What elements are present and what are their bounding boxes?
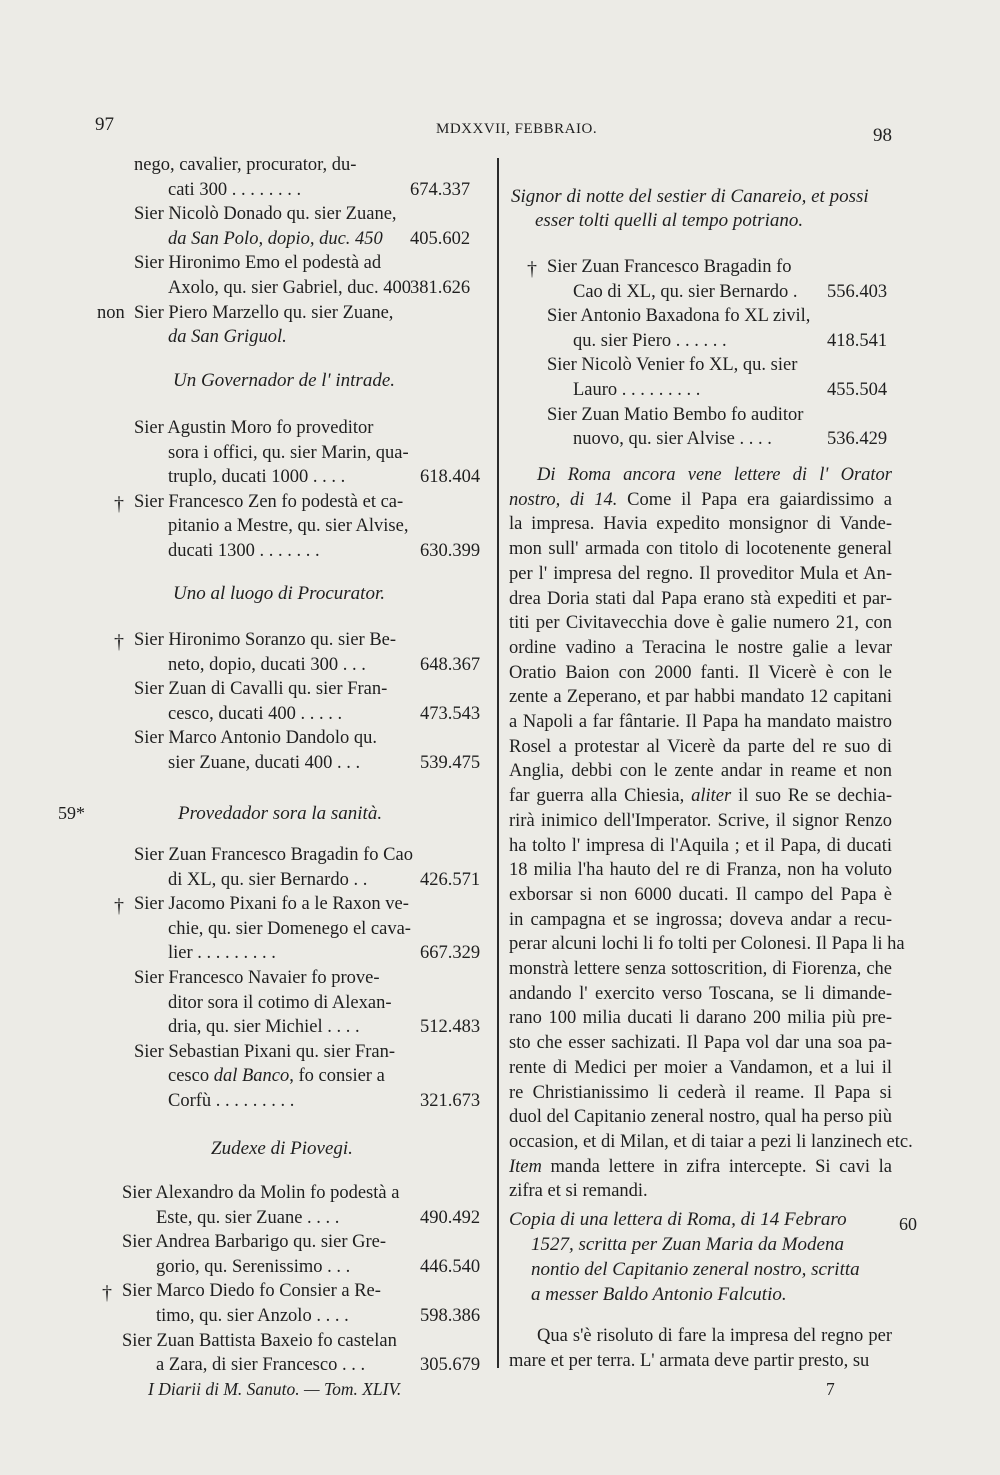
paragraph-line: ordine vadino a Teracina le nostre galie a levar <box>509 637 892 658</box>
right-page-number: 98 <box>873 125 892 146</box>
entry-value: 426.571 <box>420 869 481 890</box>
cross-mark: † <box>114 492 124 515</box>
entry-line: Este, qu. sier Zuane . . . . <box>156 1207 340 1228</box>
entry-line: sora i offici, qu. sier Marin, qua- <box>168 442 409 463</box>
cross-mark: † <box>114 895 124 918</box>
entry-line: Sier Jacomo Pixani fo a le Raxon ve- <box>134 894 409 915</box>
entry-line: Cao di XL, qu. sier Bernardo . <box>573 281 798 302</box>
entry-line: Sier Zuan Matio Bembo fo auditor <box>547 404 804 425</box>
entry-line: Corfù . . . . . . . . . <box>168 1090 295 1111</box>
paragraph-line: ha tolto l' impresa di l'Aquila ; et il Papa, di ducati <box>509 835 892 856</box>
entry-value: 473.543 <box>420 703 481 724</box>
paragraph-line: rano 100 milia ducati li darano 200 milia più pre- <box>509 1008 892 1029</box>
entry-value: 556.403 <box>827 281 888 302</box>
entry-line: pitanio a Mestre, qu. sier Alvise, <box>168 516 409 537</box>
list-entry <box>114 628 481 677</box>
entry-line: cesco, ducati 400 . . . . . <box>168 703 343 724</box>
list-entry <box>134 251 471 300</box>
entry-line: da San Polo, dopio, duc. 450 <box>168 228 383 249</box>
paragraph-line: sto che esser sachizati. Il Papa vol dar una soa pa- <box>509 1033 892 1054</box>
entry-line: Sier Zuan Battista Baxeio fo castelan <box>122 1330 397 1351</box>
paragraph-line: mon sull' armada con titolo di locotenente general <box>509 539 892 560</box>
list-entry <box>122 1230 481 1279</box>
paragraph-line: mare et per terra. L' armata deve partir presto, su <box>509 1350 870 1371</box>
entry-line: di XL, qu. sier Bernardo . . <box>168 869 368 890</box>
list-entry <box>114 490 481 564</box>
footer-imprint: I Diarii di M. Sanuto. — Tom. XLIV. <box>148 1379 402 1399</box>
paragraph-line: zente a Zeperano, et par habbi mandato 12 capitani <box>509 687 892 708</box>
entry-line: da San Griguol. <box>168 327 287 348</box>
entry-line: Sier Zuan di Cavalli qu. sier Fran- <box>134 679 388 700</box>
entry-line: Sier Marco Diedo fo Consier a Re- <box>122 1281 381 1302</box>
entry-line: Sier Zuan Francesco Bragadin fo Cao <box>134 845 413 865</box>
section-heading: Un Governador de l' intrade. <box>173 370 396 391</box>
paragraph-line: andando l' exercito verso Toscana, se li dimande- <box>509 983 892 1004</box>
entry-line: dria, qu. sier Michiel . . . . <box>168 1017 360 1038</box>
entry-line: Sier Agustin Moro fo proveditor <box>134 418 374 438</box>
cross-mark: † <box>102 1282 112 1305</box>
paragraph-line: monstrà lettere senza sottoscrition, di Fiorenza, che <box>509 959 892 980</box>
list-entry <box>547 403 888 452</box>
entry-value: 455.504 <box>827 379 888 400</box>
paragraph-line: Anglia, debbi con le zente andar in reame et non <box>509 761 892 782</box>
letter-heading: a messer Baldo Antonio Falcutio. <box>531 1284 787 1305</box>
entry-line: Sier Antonio Baxadona fo XL zivil, <box>547 306 811 327</box>
list-entry <box>114 892 481 966</box>
entry-line: Sier Nicolò Venier fo XL, qu. sier <box>547 355 798 376</box>
entry-value: 630.399 <box>420 540 481 561</box>
cross-mark: † <box>114 631 124 653</box>
paragraph-line: per l' impresa del regno. Il proveditor Mula et An- <box>509 563 892 584</box>
entry-line: gorio, qu. Serenissimo . . . <box>156 1256 351 1277</box>
list-entry <box>547 353 888 402</box>
entry-line: Sier Sebastian Pixani qu. sier Fran- <box>134 1041 396 1062</box>
entry-line: ducati 1300 . . . . . . . <box>168 540 320 561</box>
list-entry <box>122 1181 481 1230</box>
entry-value: 618.404 <box>420 467 481 488</box>
entry-line: Axolo, qu. sier Gabriel, duc. 400 <box>168 277 412 298</box>
section-heading: Signor di notte del sestier di Canareio, et possi <box>511 186 869 207</box>
entry-value: 418.541 <box>827 330 888 351</box>
entry-value: 674.337 <box>410 179 471 200</box>
entry-line: Sier Andrea Barbarigo qu. sier Gre- <box>122 1232 387 1253</box>
entry-line: Sier Alexandro da Molin fo podestà a <box>122 1183 400 1203</box>
entry-line: a Zara, di sier Francesco . . . <box>156 1355 366 1376</box>
entry-value: 512.483 <box>420 1017 481 1038</box>
list-entry <box>547 304 888 353</box>
entry-line: neto, dopio, ducati 300 . . . <box>168 654 366 675</box>
paragraph-line: perar alcuni lochi li fo tolti per Colonesi. Il Papa li ha <box>509 934 905 955</box>
entry-line: lier . . . . . . . . . <box>168 943 276 964</box>
entry-value: 536.429 <box>827 429 888 450</box>
list-entry <box>122 1329 481 1378</box>
letter-heading: Copia di una lettera di Roma, di 14 Febraro <box>509 1209 847 1230</box>
body-paragraph <box>509 463 913 1204</box>
entry-value: 446.540 <box>420 1256 481 1277</box>
entry-prefix: non <box>97 302 125 323</box>
list-entry <box>134 966 481 1040</box>
entry-value: 667.329 <box>420 943 481 964</box>
left-page-number: 97 <box>95 114 114 135</box>
entry-value: 321.673 <box>420 1090 481 1111</box>
entry-line: Sier Zuan Francesco Bragadin fo <box>547 257 792 277</box>
entry-value: 648.367 <box>420 654 481 675</box>
margin-note-60: 60 <box>899 1214 917 1234</box>
list-entry <box>134 416 481 490</box>
list-entry <box>527 255 888 304</box>
paragraph-line: duol del Capitanio zeneral nostro, qual ha perso più <box>509 1107 892 1128</box>
entry-line: Sier Nicolò Donado qu. sier Zuane, <box>134 204 397 225</box>
paragraph-line: titi per Civitavecchia dove è galie numero 21, con <box>509 613 892 634</box>
paragraph-line: Di Roma ancora vene lettere di l' Orator <box>537 465 892 485</box>
letter-heading: 1527, scritta per Zuan Maria da Modena <box>531 1234 844 1255</box>
body-paragraph <box>509 1324 892 1373</box>
entry-value: 539.475 <box>420 752 481 773</box>
entry-line: Sier Piero Marzello qu. sier Zuane, <box>134 302 394 323</box>
list-entry <box>134 843 481 892</box>
paragraph-line: 18 milia l'ha hauto del re di Franza, non ha voluto <box>509 860 892 881</box>
paragraph-line: re Christianissimo li cederà il reame. Il Papa si <box>509 1082 892 1103</box>
running-title: MDXXVII, FEBBRAIO. <box>436 121 598 137</box>
section-heading: esser tolti quelli al tempo potriano. <box>535 210 804 231</box>
list-entry <box>134 677 481 726</box>
paragraph-line: Oratio Baion con 2000 fanti. Il Vicerè è con le <box>509 662 892 683</box>
entry-line: Lauro . . . . . . . . . <box>573 379 701 400</box>
list-entry <box>134 1040 481 1114</box>
list-entry <box>102 1279 481 1328</box>
paragraph-line: zifra et si remandi. <box>509 1181 648 1202</box>
section-heading: Uno al luogo di Procurator. <box>173 583 385 604</box>
entry-line: Sier Francesco Navaier fo prove- <box>134 968 380 988</box>
margin-note-59: 59* <box>58 803 85 823</box>
entry-line: chie, qu. sier Domenego el cava- <box>168 918 411 939</box>
list-entry <box>134 153 471 202</box>
paragraph-line: in campagna et se ingrossa; doveva andar a recu- <box>509 909 892 930</box>
entry-line: timo, qu. sier Anzolo . . . . <box>156 1305 349 1326</box>
list-entry <box>97 301 414 350</box>
entry-value: 405.602 <box>410 228 471 249</box>
entry-value: 598.386 <box>420 1305 481 1326</box>
paragraph-line: la impresa. Havia expedito monsignor di Vande- <box>509 514 892 535</box>
paragraph-line: rirà inimico dell'Imperator. Scrive, il signor Renzo <box>509 810 892 831</box>
entry-value: 381.626 <box>410 277 471 298</box>
entry-line: Sier Marco Antonio Dandolo qu. <box>134 728 378 749</box>
letter-heading: nontio del Capitanio zeneral nostro, scritta <box>531 1259 860 1280</box>
entry-line: Sier Hironimo Soranzo qu. sier Be- <box>134 630 397 650</box>
cross-mark: † <box>527 258 537 280</box>
column-divider <box>497 158 499 1368</box>
entry-line: qu. sier Piero . . . . . . <box>573 330 727 351</box>
entry-line: nego, cavalier, procurator, du- <box>134 155 357 175</box>
list-entry <box>134 202 471 251</box>
signature-mark: 7 <box>826 1379 835 1399</box>
paragraph-line: rente di Medici per moier a Vandamon, et a lui il <box>509 1057 892 1078</box>
paragraph-line: Item manda lettere in zifra intercepte. Si cavi la <box>509 1156 892 1177</box>
paragraph-line: nostro, di 14. Come il Papa era gaiardissimo a <box>509 489 892 510</box>
entry-value: 490.492 <box>420 1207 481 1228</box>
section-heading: Provedador sora la sanità. <box>178 803 383 824</box>
entry-line: ditor sora il cotimo di Alexan- <box>168 992 392 1013</box>
section-heading: Zudexe di Piovegi. <box>211 1138 353 1159</box>
list-entry <box>134 726 481 775</box>
paragraph-line: a Napoli a far fântarie. Il Papa ha mandato maistro <box>509 712 892 733</box>
paragraph-line: far guerra alla Chiesia, aliter il suo Re se dechia- <box>509 786 892 807</box>
entry-value: 305.679 <box>420 1355 481 1376</box>
entry-line: nuovo, qu. sier Alvise . . . . <box>573 429 772 450</box>
paragraph-line: occasion, et di Milan, et di taiar a pezi li lanzinech etc. <box>509 1131 913 1152</box>
paragraph-line: exborsar si non 6000 ducati. Il campo del Papa è <box>509 884 892 905</box>
paragraph-line: Rosel a protestar al Vicerè da parte del re suo di <box>509 736 892 757</box>
entry-line: Sier Francesco Zen fo podestà et ca- <box>134 491 404 512</box>
paragraph-line: Qua s'è risoluto di fare la impresa del regno per <box>537 1326 892 1346</box>
entry-line: cesco dal Banco, fo consier a <box>168 1066 385 1087</box>
entry-line: Sier Hironimo Emo el podestà ad <box>134 253 382 274</box>
entry-line: sier Zuane, ducati 400 . . . <box>168 752 361 773</box>
paragraph-line: drea Doria stati dal Papa erano stà expediti et par- <box>509 588 892 609</box>
entry-line: cati 300 . . . . . . . . <box>168 179 302 200</box>
entry-line: truplo, ducati 1000 . . . . <box>168 467 346 488</box>
